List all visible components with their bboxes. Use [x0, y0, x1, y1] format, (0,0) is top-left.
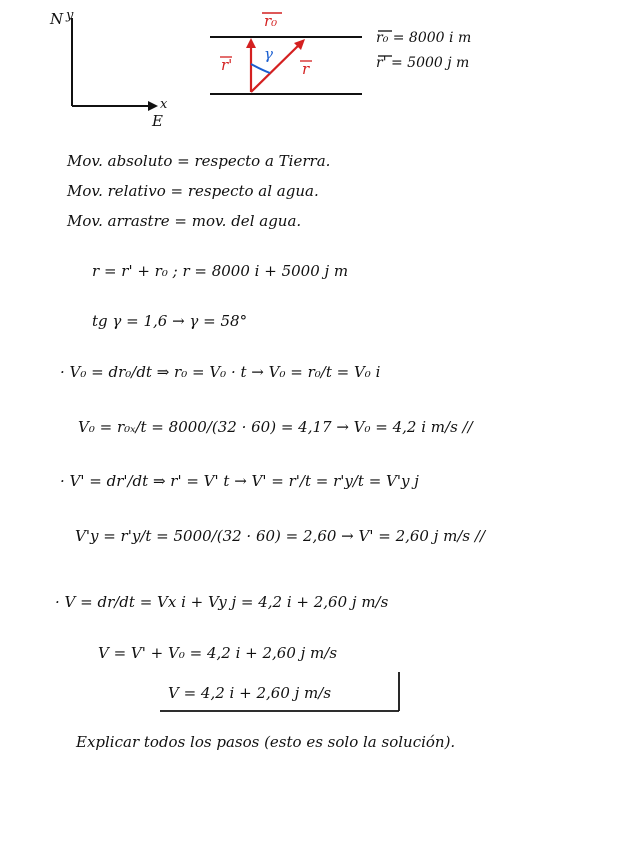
- equation-v1-derivation: · V' = dr'/dt ⇒ r' = V' t → V' = r'/t = r'y/t = V'y j: [60, 472, 419, 490]
- x-axis-label: x: [160, 97, 168, 112]
- equation-position: r = r' + r₀ ; r = 8000 i + 5000 j m: [92, 262, 349, 280]
- gamma-arc: [251, 64, 270, 73]
- equation-v0-value: V₀ = r₀ₓ/t = 8000/(32 · 60) = 4,17 → V₀ = 4,2 i m/s //: [78, 418, 473, 436]
- text-line-relative: Mov. relativo = respecto al agua.: [67, 182, 319, 200]
- r-label: r: [302, 60, 310, 78]
- given-r0: r₀ = 8000 i m: [376, 30, 472, 46]
- r0-label: r₀: [264, 12, 278, 30]
- r1-arrowhead: [246, 38, 256, 48]
- final-answer: V = 4,2 i + 2,60 j m/s: [168, 684, 332, 702]
- text-line-drag: Mov. arrastre = mov. del agua.: [67, 212, 302, 230]
- given-r1: r' = 5000 j m: [376, 55, 470, 71]
- east-label: E: [152, 112, 163, 130]
- y-axis-label: y: [66, 8, 74, 23]
- gamma-label: γ: [264, 45, 273, 63]
- equation-angle: tg γ = 1,6 → γ = 58°: [92, 312, 248, 330]
- equation-v-derivative: · V = dr/dt = Vx i + Vy j = 4,2 i + 2,60 j m/s: [55, 593, 389, 611]
- text-line-absolute: Mov. absoluto = respecto a Tierra.: [67, 152, 331, 170]
- equation-v-sum: V = V' + V₀ = 4,2 i + 2,60 j m/s: [98, 644, 338, 662]
- equation-v0-derivation: · V₀ = dr₀/dt ⇒ r₀ = V₀ · t → V₀ = r₀/t = V₀ i: [60, 363, 381, 381]
- north-label: N: [50, 10, 64, 28]
- r1-label: r': [221, 56, 233, 74]
- east-arrowhead: [148, 101, 158, 111]
- equation-v1-value: V'y = r'y/t = 5000/(32 · 60) = 2,60 → V' = 2,60 j m/s //: [75, 527, 486, 545]
- instruction-note: Explicar todos los pasos (esto es solo la solución).: [76, 733, 456, 751]
